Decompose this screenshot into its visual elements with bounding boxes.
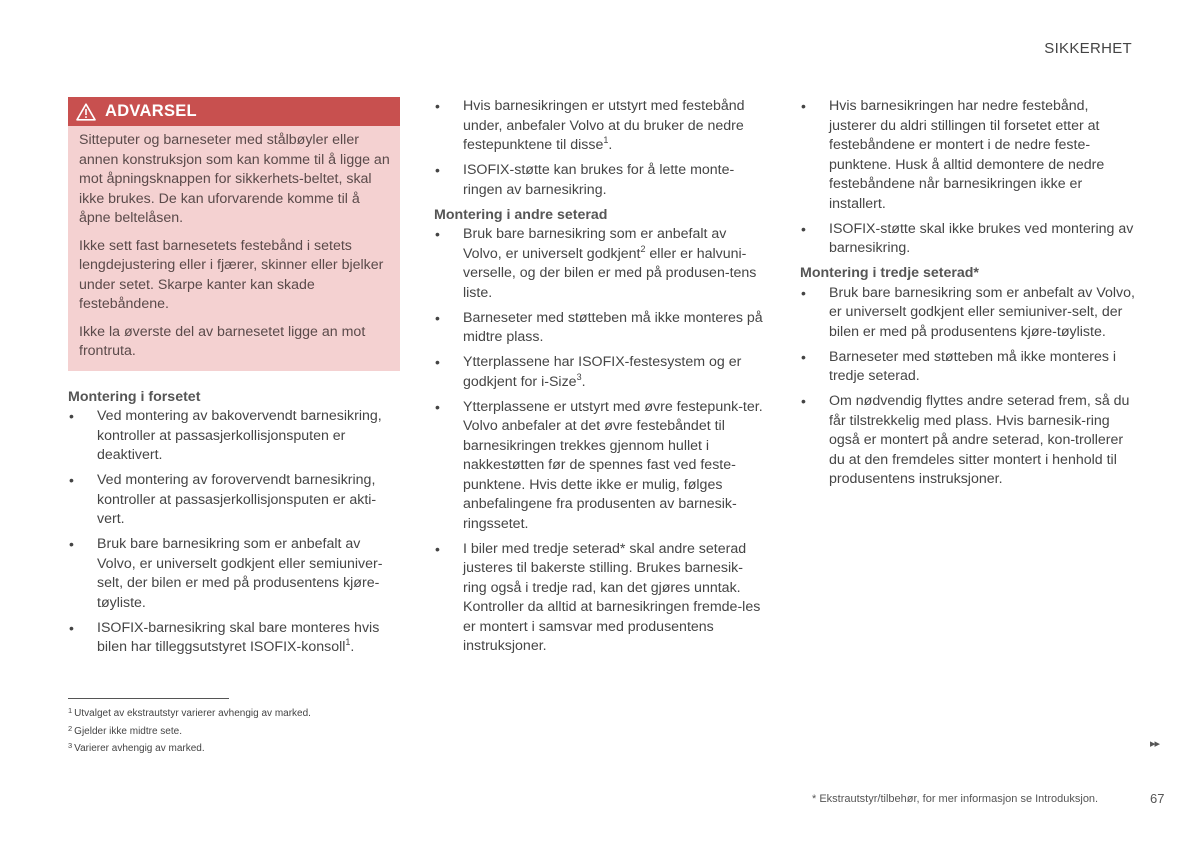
footnote: $^2$ Gjelder ikke midtre sete. [68,723,182,737]
section-title: SIKKERHET [1044,40,1132,57]
bullet-list [68,407,400,658]
list-item: • ISOFIX-støtte kan brukes for å lette monte-ringen av barnesikring. [434,161,766,200]
list-item: • Ytterplassene har ISOFIX-festesystem og er godkjent for i-Size$^3$. [434,353,766,392]
list-item: • ISOFIX-støtte skal ikke brukes ved montering av barnesikring. [800,220,1135,259]
column-right [800,97,1135,495]
warning-triangle-icon [76,103,96,121]
list-item: • Bruk bare barnesikring som er anbefalt av Volvo, er universelt godkjent$^2$ eller er halvuni-verselle, og der bilen er med på produsen-tens liste. [434,225,766,303]
warning-body [68,126,400,371]
list-item: • Hvis barnesikringen har nedre festebånd, justerer du aldri stillingen til forsetet etter at festebåndene er montert i de nedre feste-punktene. Husk å alltid demontere de nedre festebåndene når barnesikringen ikke er installert. [800,97,1135,214]
warning-paragraph: Ikke la øverste del av barnesetet ligge an mot frontruta. [79,323,366,359]
section-heading-front-seat: Montering i forsetet [68,388,201,405]
bullet-list [800,284,1135,490]
footnote-ref: 3 [576,371,582,382]
list-item: • I biler med tredje seterad* skal andre seterad justeres til bakerste stilling. Brukes barnesik-ring også i tredje rad, kan det gjøres unntak. Kontroller da alltid at barnesikringen fremde-les er montert i samsvar med produsentens instruksjoner. [434,540,766,657]
list-item: • Om nødvendig flyttes andre seterad frem, så du får tilstrekkelig med plass. Hvis barnesik-ring også er montert på andre seterad, kon-trollerer du at den fremdeles sitter montert i henhold til produsentens instruksjoner. [800,392,1135,490]
footnote-ref: 1 [345,637,351,647]
list-item: • ISOFIX-barnesikring skal bare monteres hvis bilen har tilleggsutstyret ISOFIX-konsoll$^1$. [68,619,400,658]
double-chevron-right-icon[interactable]: ▸▸ [1150,738,1160,750]
footnote: $^3$ Varierer avhengig av marked. [68,741,205,754]
warning-header [68,97,400,126]
list-item: • Barneseter med støtteben må ikke monteres på midtre plass. [434,309,766,348]
list-item: • Bruk bare barnesikring som er anbefalt av Volvo, er universelt godkjent eller semiuniver-selt, der bilen er med på produsentens kjøre-tøyliste. [800,284,1135,343]
footnote-ref: 1 [603,135,609,145]
warning-paragraph: Sitteputer og barneseter med stålbøyler eller annen konstruksjon som kan komme til å ligge an mot åpningsknappen for sikkerhets-beltet, skal ikke brukes. De kan uforvarende komme til å åpne beltelåsen. [79,132,390,226]
bullet-list [434,225,766,657]
warning-box [68,97,400,371]
list-item: • Ved montering av bakovervendt barnesikring, kontroller at passasjerkollisjonsputen er deaktivert. [68,407,400,466]
warning-paragraph: Ikke sett fast barnesetets festebånd i setets lengdejustering eller i fjærer, skinner eller bjelker under setet. Skarpe kanter kan skade festebåndene. [79,237,384,312]
section-heading-second-row: Montering i andre seterad [434,206,608,223]
footnote-divider [68,698,229,699]
footnote: $^1$ Utvalget av ekstrautstyr varierer avhengig av marked. [68,706,311,719]
list-item: • Hvis barnesikringen er utstyrt med festebånd under, anbefaler Volvo at du bruker de nedre festepunktene til disse$^1$. [434,97,766,156]
column-left [68,97,400,663]
column-middle [434,97,766,662]
footnotes [68,704,311,757]
bullet-list [800,97,1135,259]
list-item: • Ytterplassene er utstyrt med øvre festepunk-ter. Volvo anbefaler at det øvre festebåndet til barnesikringen trekkes gjennom hullet i nakkestøtten før de spennes fast ved feste-punktene. Hvis dette ikke er mulig, følges anbefalingene fra produsenten av barnesik-ringssetet. [434,398,766,535]
page-number: 67 [1150,791,1165,806]
footnote-ref: 2 [640,243,646,254]
list-item: • Barneseter med støtteben må ikke monteres i tredje seterad. [800,348,1135,387]
list-item: • Ved montering av forovervendt barnesikring, kontroller at passasjerkollisjonsputen er akti-vert. [68,471,400,530]
warning-title: ADVARSEL [105,101,197,120]
bullet-list [434,97,766,200]
list-item: • Bruk bare barnesikring som er anbefalt av Volvo, er universelt godkjent eller semiuniver-selt, der bilen er med på produsentens kjøre-tøyliste. [68,535,400,613]
extra-equipment-note: * Ekstrautstyr/tilbehør, for mer informasjon se Introduksjon. [812,793,1099,805]
section-heading-third-row: Montering i tredje seterad* [800,265,979,281]
